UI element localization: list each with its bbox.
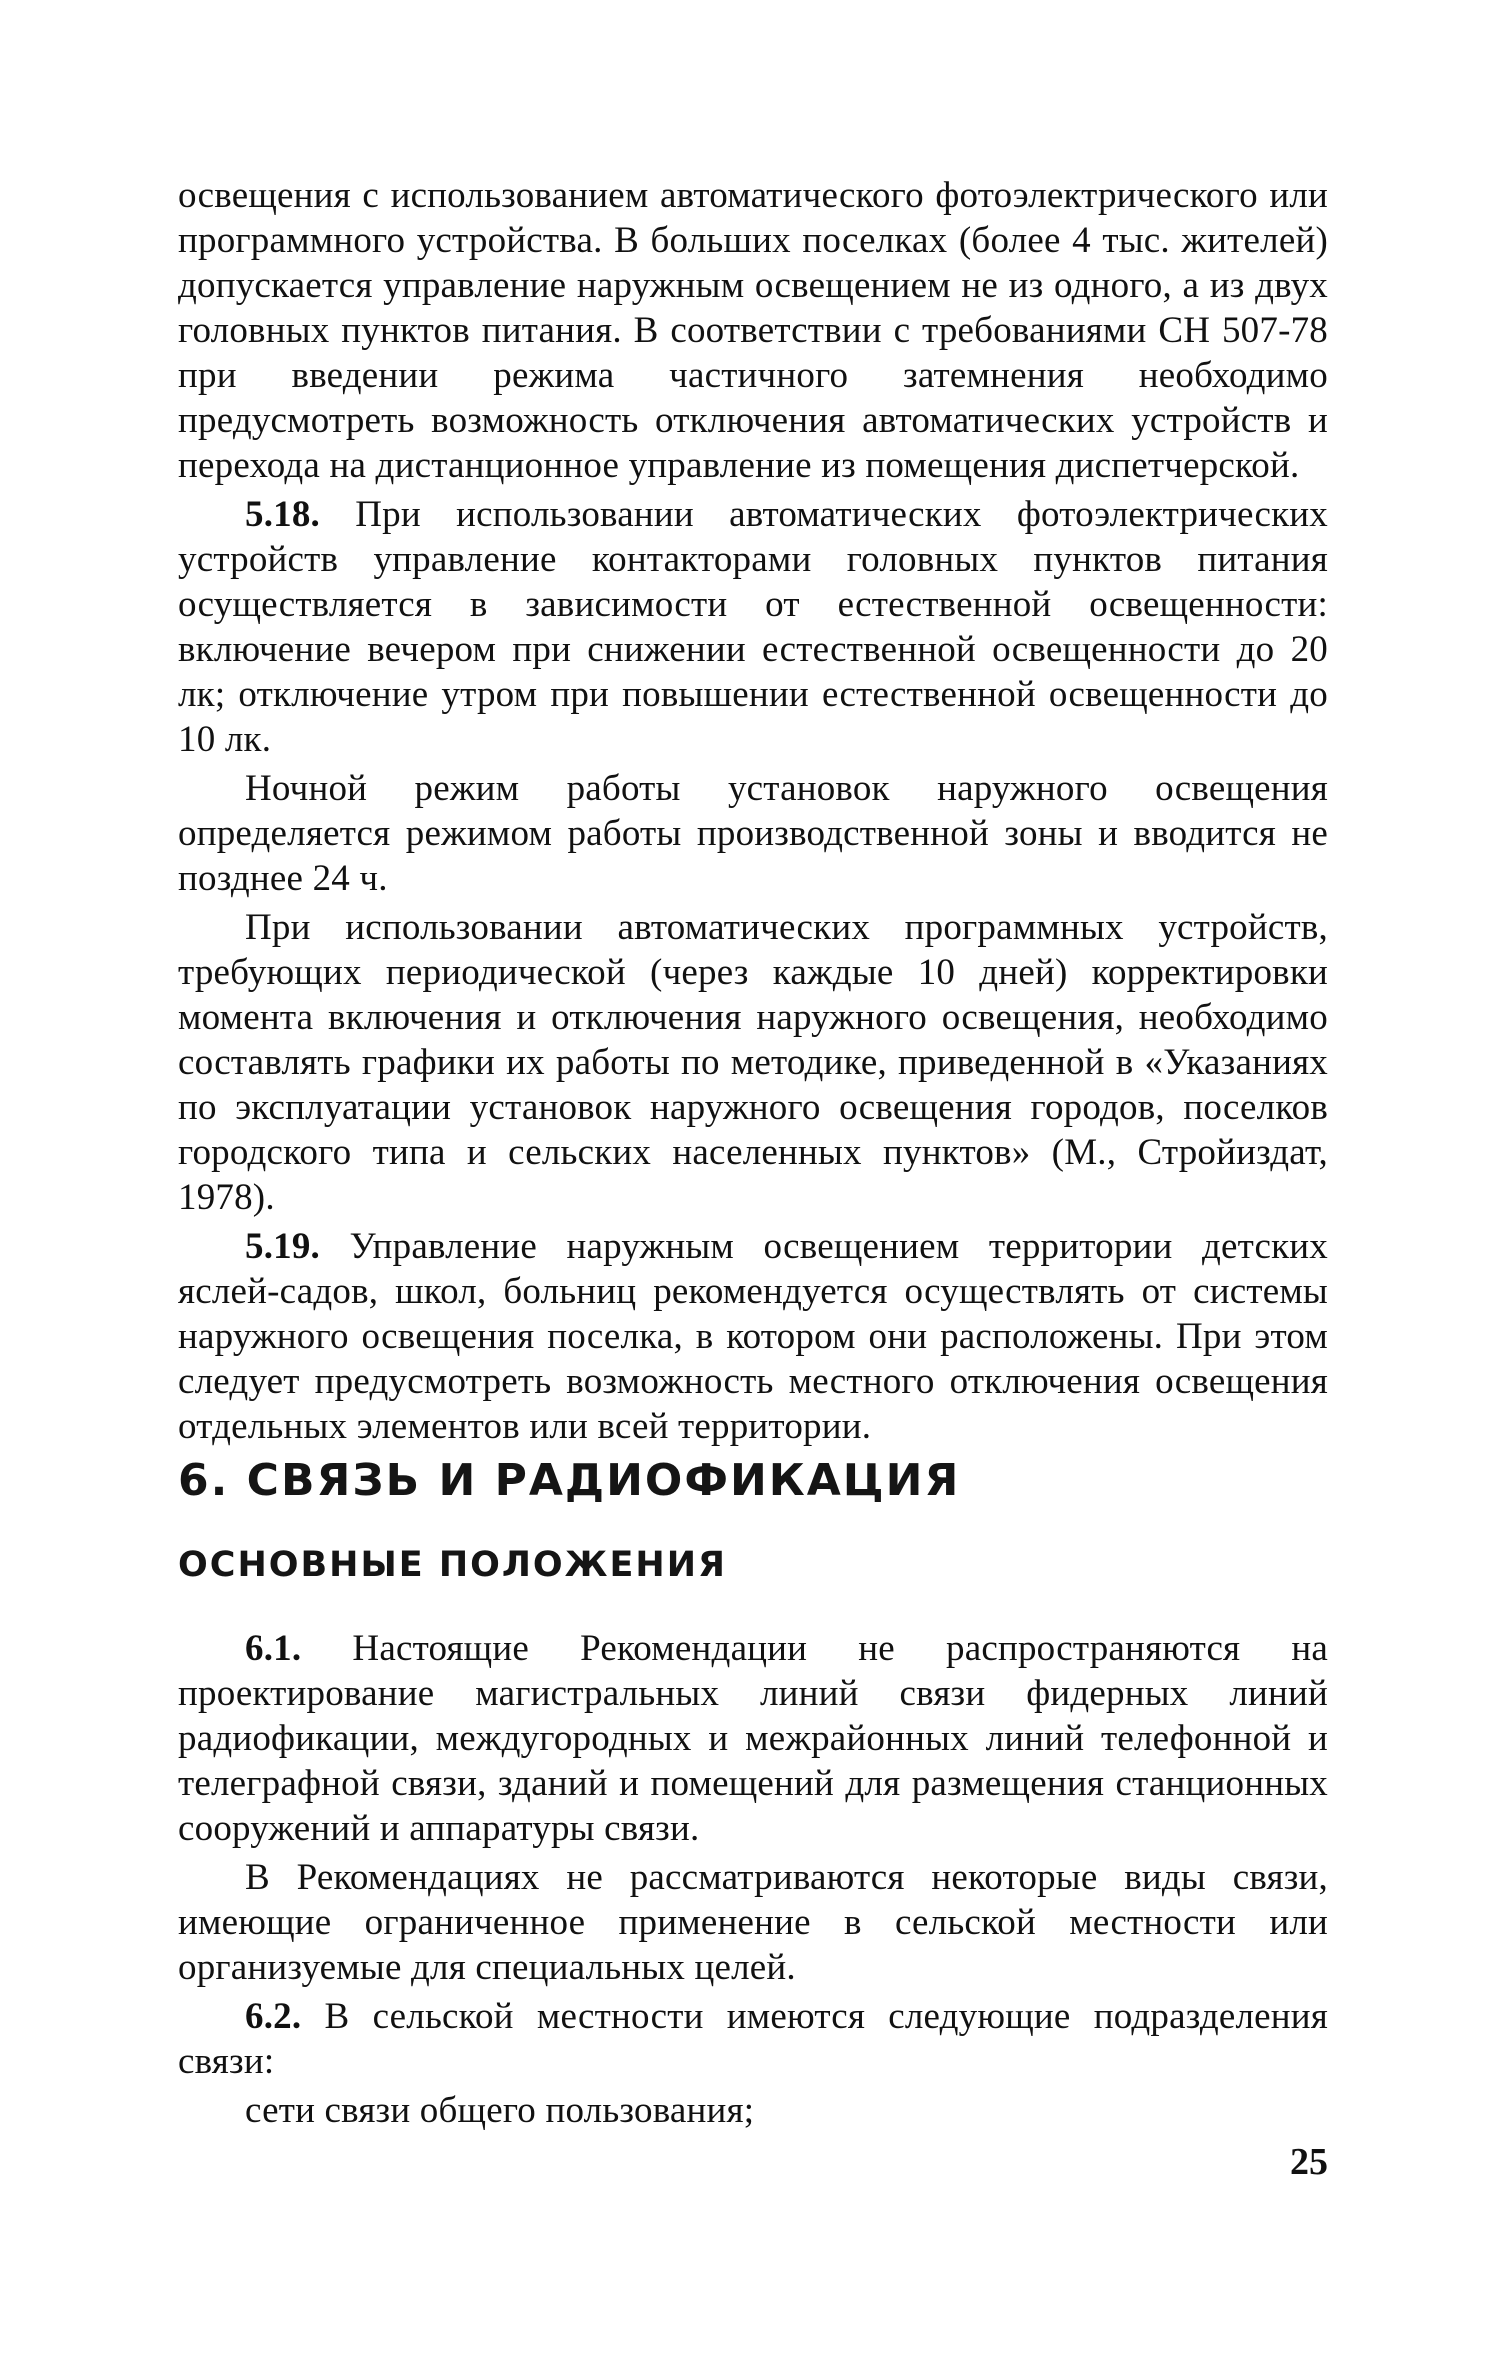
paragraph-text: При использовании автоматических фотоэлектрических устройств управление контакторами головных пунктов питания осуществляется в зависимости от естественной освещенности: включение вечером при снижении естественной освещенности до 20 лк; отключение утром при повышении естественной освещенности до 10 лк. xyxy=(178,494,1329,760)
paragraph-text: Управление наружным освещением территории детских яслей-садов, школ, больниц рекомендуется осуществлять от системы наружного освещения поселка, в котором они расположены. При этом следует предусмотреть возможность местного отключения освещения отдельных элементов или всей территории. xyxy=(178,1226,1328,1447)
text-block-bottom xyxy=(178,1626,1328,2133)
paragraph-text: В Рекомендациях не рассматриваются некоторые виды связи, имеющие ограниченное применение в сельской местности или организуемые для специальных целей. xyxy=(178,1857,1328,1988)
paragraph-text: сети связи общего пользования; xyxy=(245,2090,755,2131)
page-number: 25 xyxy=(1290,2141,1328,2183)
clause-number: 6.2. xyxy=(245,1996,302,2037)
list-item xyxy=(178,2088,1328,2133)
paragraph-recommendations-scope xyxy=(178,1855,1328,1990)
paragraph-5-18 xyxy=(178,492,1328,762)
paragraph-6-1 xyxy=(178,1626,1328,1851)
paragraph-night-mode xyxy=(178,766,1328,901)
paragraph-text: освещения с использованием автоматического фотоэлектрического или программного устройства. В больших поселках (более 4 тыс. жителей) допускается управление наружным освещением не из одного, а из двух головных пунктов питания. В соответствии с требованиями СН 507-78 при введении режима частичного затемнения необходимо предусмотреть возможность отключения автоматических устройств и перехода на дистанционное управление из помещения диспетчерской. xyxy=(178,175,1328,486)
paragraph-5-19 xyxy=(178,1224,1328,1449)
paragraph-text: Настоящие Рекомендации не распространяются на проектирование магистральных линий связи фидерных линий радиофикации, междугородных и межрайонных линий телефонной и телеграфной связи, зданий и помещений для размещения станционных сооружений и аппаратуры связи. xyxy=(178,1628,1329,1849)
paragraph-6-2 xyxy=(178,1994,1328,2084)
subsection-heading: ОСНОВНЫЕ ПОЛОЖЕНИЯ xyxy=(178,1545,727,1585)
paragraph-continuation xyxy=(178,173,1328,488)
paragraph-text: При использовании автоматических программных устройств, требующих периодической (через каждые 10 дней) корректировки момента включения и отключения наружного освещения, необходимо составлять графики их работы по методике, приведенной в «Указаниях по эксплуатации установок наружного освещения городов, поселков городского типа и сельских населенных пунктов» (М., Стройиздат, 1978). xyxy=(178,907,1328,1218)
paragraph-text: Ночной режим работы установок наружного освещения определяется режимом работы производственной зоны и вводится не позднее 24 ч. xyxy=(178,768,1328,899)
paragraph-program-devices xyxy=(178,905,1328,1220)
clause-number: 6.1. xyxy=(245,1628,302,1669)
clause-number: 5.19. xyxy=(245,1226,320,1267)
paragraph-text: В сельской местности имеются следующие подразделения связи: xyxy=(178,1996,1328,2082)
clause-number: 5.18. xyxy=(245,494,320,535)
text-block-top xyxy=(178,173,1328,1449)
section-heading: 6. СВЯЗЬ И РАДИОФИКАЦИЯ xyxy=(178,1455,961,1506)
